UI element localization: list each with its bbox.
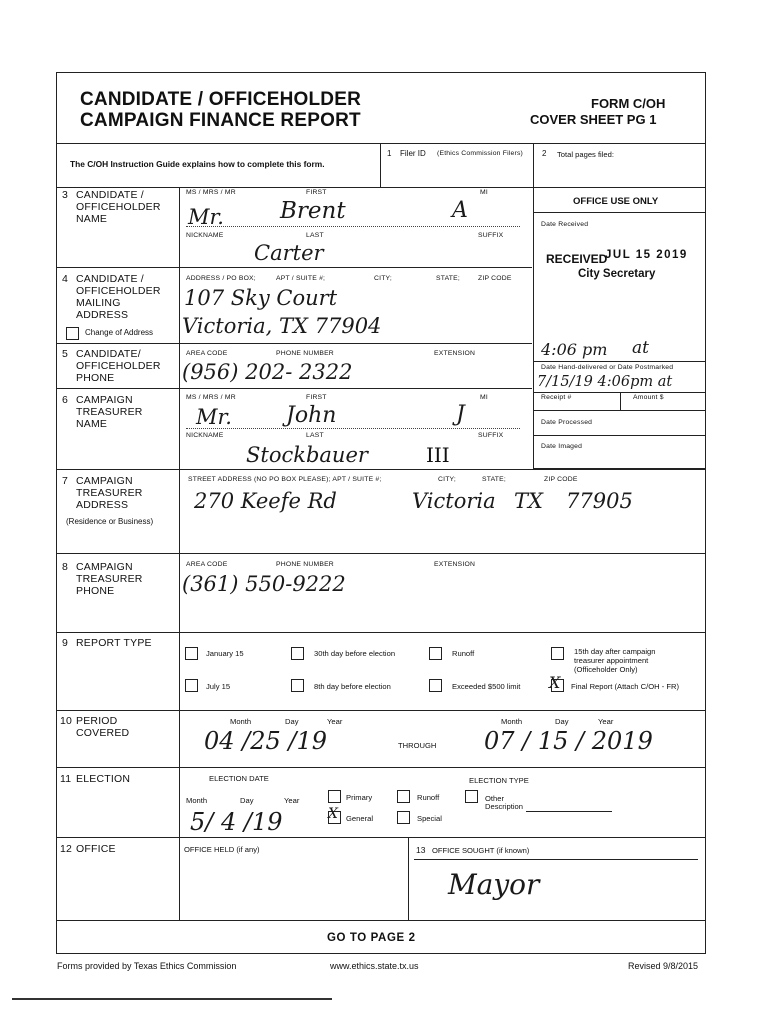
- section-label: ADDRESS: [76, 499, 129, 511]
- divider: [56, 343, 532, 344]
- prefix-label: MS / MRS / MR: [186, 394, 236, 401]
- total-pages-label: Total pages filed:: [557, 150, 614, 159]
- final-report-label: Final Report (Attach C/OH - FR): [571, 682, 680, 691]
- section-label: CANDIDATE /: [76, 189, 144, 201]
- fill-line: [186, 428, 520, 429]
- section-label: CANDIDATE /: [76, 273, 144, 285]
- first-name-label: FIRST: [306, 394, 327, 401]
- primary-checkbox[interactable]: [328, 790, 341, 803]
- treasurer-city[interactable]: Victoria: [412, 489, 496, 513]
- treasurer-first-name[interactable]: John: [286, 403, 337, 428]
- divider: [408, 837, 409, 920]
- runoff-label: Runoff: [452, 649, 475, 658]
- mi-label: MI: [480, 394, 488, 401]
- runoff-election-label: Runoff: [417, 793, 440, 802]
- phone-number-label: PHONE NUMBER: [276, 350, 334, 357]
- january-15-checkbox[interactable]: [185, 647, 198, 660]
- section-label: TREASURER: [76, 573, 143, 585]
- 15th-day-checkbox[interactable]: [551, 647, 564, 660]
- city-label: CITY;: [374, 275, 392, 282]
- divider: [56, 632, 706, 633]
- year-label: Year: [284, 796, 300, 805]
- treasurer-mi[interactable]: J: [456, 402, 465, 427]
- january-15-label: January 15: [206, 649, 244, 658]
- filer-id-sublabel: (Ethics Commission Filers): [437, 150, 524, 157]
- year-label: Year: [598, 717, 614, 726]
- other-checkbox[interactable]: [465, 790, 478, 803]
- section-number: 10: [60, 715, 73, 727]
- section-label: OFFICE: [76, 843, 116, 855]
- go-to-page-2[interactable]: GO TO PAGE 2: [327, 932, 416, 944]
- state-label: STATE;: [436, 275, 460, 282]
- section-label: COVERED: [76, 727, 130, 739]
- treasurer-state[interactable]: TX: [514, 489, 543, 513]
- divider: [56, 767, 706, 768]
- divider: [533, 143, 534, 187]
- section-label: NAME: [76, 418, 108, 430]
- first-name-label: FIRST: [306, 189, 327, 196]
- treasurer-phone[interactable]: (361) 550-9222: [182, 572, 346, 596]
- section-label: ELECTION: [76, 773, 131, 785]
- section-number: 5: [62, 348, 69, 360]
- section-label: CANDIDATE/: [76, 348, 141, 360]
- nickname-label: NICKNAME: [186, 232, 224, 239]
- section-number: 12: [60, 843, 73, 855]
- form-title: CAMPAIGN FINANCE REPORT: [80, 110, 361, 131]
- section-number: 7: [62, 475, 69, 487]
- section-label: TREASURER: [76, 487, 143, 499]
- fill-line: [526, 811, 612, 812]
- change-of-address-checkbox[interactable]: [66, 327, 79, 340]
- section-label: OFFICEHOLDER: [76, 201, 161, 213]
- form-code: COVER SHEET PG 1: [530, 112, 657, 127]
- fill-line: [414, 859, 698, 860]
- treasurer-zip[interactable]: 77905: [566, 489, 633, 513]
- candidate-phone[interactable]: (956) 202- 2322: [182, 360, 353, 384]
- date-received-label: Date Received: [541, 221, 589, 228]
- last-name-label: LAST: [306, 232, 324, 239]
- divider: [533, 435, 705, 436]
- section-label: TREASURER: [76, 406, 143, 418]
- suffix-label: SUFFIX: [478, 432, 504, 439]
- filer-id-number: 1: [387, 149, 392, 158]
- section-number: 11: [60, 773, 72, 785]
- divider: [56, 553, 706, 554]
- exceeded-limit-label: Exceeded $500 limit: [452, 682, 521, 691]
- runoff-checkbox[interactable]: [429, 647, 442, 660]
- prefix-label: MS / MRS / MR: [186, 189, 236, 196]
- divider: [56, 388, 532, 389]
- section-note: (Residence or Business): [66, 517, 154, 526]
- last-name-label: LAST: [306, 432, 324, 439]
- primary-label: Primary: [346, 793, 373, 802]
- phone-number-label: PHONE NUMBER: [276, 561, 334, 568]
- month-label: Month: [230, 717, 252, 726]
- section-label: REPORT TYPE: [76, 637, 152, 649]
- hand-delivered-value: 7/15/19 4:06pm at: [537, 374, 673, 390]
- special-label: Special: [417, 814, 442, 823]
- section-number: 6: [62, 394, 69, 406]
- divider: [179, 187, 180, 920]
- office-sought[interactable]: Mayor: [448, 868, 540, 901]
- nickname-label: NICKNAME: [186, 432, 224, 439]
- other-label: Other: [485, 794, 504, 803]
- zip-label: ZIP CODE: [544, 476, 578, 483]
- treasurer-street[interactable]: 270 Keefe Rd: [194, 489, 337, 513]
- candidate-prefix[interactable]: Mr.: [188, 205, 224, 229]
- 30th-day-label: 30th day before election: [314, 649, 396, 658]
- received-stamp: RECEIVED: [546, 252, 608, 266]
- candidate-mi[interactable]: A: [452, 198, 468, 223]
- divider: [533, 392, 705, 393]
- section-number: 3: [62, 189, 69, 201]
- divider: [620, 392, 621, 410]
- area-code-label: AREA CODE: [186, 561, 228, 568]
- period-to[interactable]: 07 / 15 / 2019: [484, 727, 653, 755]
- section-label: CAMPAIGN: [76, 394, 133, 406]
- received-date: JUL 15 2019: [605, 249, 688, 261]
- form-title: CANDIDATE / OFFICEHOLDER: [80, 89, 361, 110]
- divider: [533, 361, 705, 362]
- city-secretary: City Secretary: [578, 268, 656, 280]
- candidate-street[interactable]: 107 Sky Court: [184, 286, 338, 310]
- area-code-label: AREA CODE: [186, 350, 228, 357]
- general-check-mark: X: [328, 806, 338, 822]
- section-number: 13: [416, 845, 426, 855]
- divider: [56, 469, 706, 470]
- hand-delivered-label: Date Hand-delivered or Date Postmarked: [541, 364, 674, 371]
- 15th-day-label: 15th day after campaign: [574, 647, 656, 656]
- section-label: OFFICEHOLDER: [76, 285, 161, 297]
- year-label: Year: [327, 717, 343, 726]
- other-label: Description: [485, 802, 523, 811]
- form-code: FORM C/OH: [591, 96, 666, 111]
- election-date[interactable]: 5/ 4 /19: [190, 808, 283, 836]
- section-label: PHONE: [76, 372, 115, 384]
- address-label: ADDRESS / PO BOX;: [186, 275, 256, 282]
- amount-label: Amount $: [633, 394, 664, 401]
- 8th-day-label: 8th day before election: [314, 682, 391, 691]
- mi-label: MI: [480, 189, 488, 196]
- change-of-address-label: Change of Address: [85, 328, 154, 337]
- instructions: The C/OH Instruction Guide explains how to complete this form.: [70, 159, 325, 169]
- date-processed-label: Date Processed: [541, 419, 593, 426]
- candidate-last-name[interactable]: Carter: [254, 241, 324, 265]
- divider: [56, 267, 532, 268]
- total-pages-number: 2: [542, 149, 547, 158]
- section-label: PHONE: [76, 585, 115, 597]
- day-label: Day: [285, 717, 299, 726]
- section-label: CAMPAIGN: [76, 561, 133, 573]
- exceeded-limit-checkbox[interactable]: [429, 679, 442, 692]
- general-label: General: [346, 814, 374, 823]
- divider: [380, 143, 381, 187]
- section-label: PERIOD: [76, 715, 118, 727]
- through-label: THROUGH: [398, 741, 437, 750]
- office-use-title: OFFICE USE ONLY: [573, 196, 659, 207]
- divider: [56, 710, 706, 711]
- day-label: Day: [555, 717, 569, 726]
- office-sought-label: OFFICE SOUGHT (if known): [432, 846, 530, 855]
- candidate-city-state-zip[interactable]: Victoria, TX 77904: [182, 314, 382, 338]
- hand-time: 4:06 pm: [541, 340, 608, 359]
- section-number: 8: [62, 561, 69, 573]
- divider: [533, 212, 705, 213]
- section-label: ADDRESS: [76, 309, 129, 321]
- runoff-election-checkbox[interactable]: [397, 790, 410, 803]
- month-label: Month: [186, 796, 208, 805]
- divider: [56, 143, 706, 144]
- final-report-check-mark: X: [549, 673, 561, 692]
- section-number: 9: [62, 637, 69, 649]
- footer-left: Forms provided by Texas Ethics Commission: [57, 961, 237, 971]
- july-15-checkbox[interactable]: [185, 679, 198, 692]
- scan-artifact-line: [12, 998, 332, 1000]
- divider: [56, 920, 706, 921]
- hand-initials: at: [632, 338, 649, 358]
- 15th-day-label: treasurer appointment: [574, 656, 649, 665]
- extension-label: EXTENSION: [434, 561, 476, 568]
- section-label: NAME: [76, 213, 108, 225]
- street-label: STREET ADDRESS (NO PO BOX PLEASE); APT / SUITE #;: [188, 476, 382, 483]
- footer-url[interactable]: www.ethics.state.tx.us: [330, 961, 419, 971]
- section-label: OFFICEHOLDER: [76, 360, 161, 372]
- election-date-label: ELECTION DATE: [209, 774, 269, 783]
- treasurer-suffix[interactable]: III: [426, 443, 450, 467]
- fill-line: [186, 226, 520, 227]
- divider: [56, 837, 706, 838]
- election-type-label: ELECTION TYPE: [469, 776, 529, 785]
- 30th-day-checkbox[interactable]: [291, 647, 304, 660]
- treasurer-prefix[interactable]: Mr.: [196, 405, 232, 429]
- period-from[interactable]: 04 /25 /19: [204, 727, 328, 755]
- month-label: Month: [501, 717, 523, 726]
- date-imaged-label: Date Imaged: [541, 443, 583, 450]
- 15th-day-label: (Officeholder Only): [574, 665, 638, 674]
- divider: [533, 410, 705, 411]
- special-checkbox[interactable]: [397, 811, 410, 824]
- july-15-label: July 15: [206, 682, 231, 691]
- apt-label: APT / SUITE #;: [276, 275, 326, 282]
- 8th-day-checkbox[interactable]: [291, 679, 304, 692]
- office-use-box: [533, 187, 705, 469]
- section-label: CAMPAIGN: [76, 475, 133, 487]
- receipt-label: Receipt #: [541, 394, 572, 401]
- zip-label: ZIP CODE: [478, 275, 512, 282]
- state-label: STATE;: [482, 476, 506, 483]
- footer-revised: Revised 9/8/2015: [628, 961, 699, 971]
- city-label: CITY;: [438, 476, 456, 483]
- office-held-label: OFFICE HELD (if any): [184, 845, 260, 854]
- section-number: 4: [62, 273, 69, 285]
- suffix-label: SUFFIX: [478, 232, 504, 239]
- section-label: MAILING: [76, 297, 121, 309]
- candidate-first-name[interactable]: Brent: [280, 198, 346, 224]
- extension-label: EXTENSION: [434, 350, 476, 357]
- filer-id-label: Filer ID: [400, 149, 426, 158]
- treasurer-last-name[interactable]: Stockbauer: [246, 443, 368, 467]
- day-label: Day: [240, 796, 254, 805]
